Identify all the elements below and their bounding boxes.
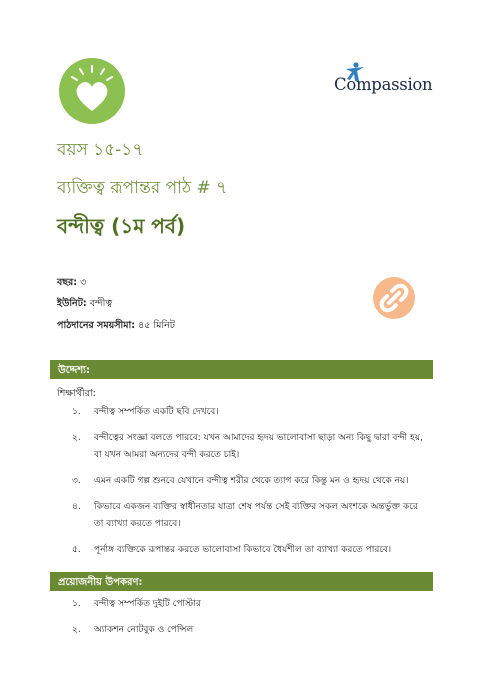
list-item-text: পূর্নাঙ্গ ব্যক্তিকে রূপান্তর করতে ভালোবাসা কিভাবে ধৈর্যশীল তা ব্যাখ্যা করতে পারবে। [94, 545, 392, 555]
list-item-text: বন্দীত্বের সংজ্ঞা বলতে পারবে: যখন আমাদের হৃদয় ভালোবাসা ছাড়া অন্য কিছু দ্বারা বন্দী হয়, বা যখন আমরা অন্যদের বন্দী করতে চাই। [94, 433, 423, 460]
page-title: বন্দীত্ব (১ম পর্ব) [57, 214, 186, 238]
chain-link-icon [373, 277, 415, 319]
list-item-text: বন্দীত্ব সম্পর্কিত একটি ছবি দেখবে। [94, 407, 219, 417]
meta-year [57, 276, 86, 291]
list-item [72, 473, 428, 490]
materials-heading: প্রয়োজনীয় উপকরণ: [58, 577, 143, 588]
objectives-heading-bar [50, 360, 433, 379]
list-item-number: ২. [72, 433, 81, 443]
meta-time [57, 319, 175, 334]
list-item-number: ৫. [72, 545, 81, 555]
materials-heading-bar [50, 572, 433, 591]
list-item [72, 542, 428, 559]
heart-in-circle-icon [58, 57, 126, 125]
brand-name: Compassion [334, 75, 433, 94]
meta-year-label: বছর: [57, 277, 78, 288]
list-item-number: ৪. [72, 502, 81, 512]
objectives-list [72, 404, 428, 568]
list-item-number: ৩. [72, 476, 81, 486]
meta-unit-value: বন্দীত্ব [89, 298, 113, 309]
list-item-text: কিভাবে একজন ব্যক্তির স্বাধীনতার যাত্রা শেষ পর্যন্ত সেই ব্যক্তির সকল অংশকে অন্তর্ভুক্ত করে তা ব্যাখ্যা করতে পারবে। [94, 502, 418, 529]
list-item-text: এমন একটি গল্প শুনবে যেখানে বন্দীত্ব শরীর থেকে ত্যাগ করে কিন্তু মন ও হৃদয় থেকে নয়। [94, 476, 409, 486]
list-item-number: ২. [72, 625, 81, 635]
age-range-heading: বয়স ১৫-১৭ [57, 140, 144, 160]
list-item-number: ১. [72, 407, 81, 417]
list-item [72, 430, 428, 464]
meta-unit-label: ইউনিট: [57, 298, 87, 309]
list-item [72, 499, 428, 533]
list-item [72, 622, 428, 639]
compassion-logo [334, 62, 434, 96]
objectives-heading: উদ্দেশ্য: [58, 365, 91, 376]
meta-year-value: ৩ [80, 277, 87, 288]
list-item [72, 596, 428, 613]
list-item-text: বন্দীত্ব সম্পর্কিত দুইটি পোস্টার [94, 599, 201, 609]
list-item [72, 404, 428, 421]
list-item-number: ১. [72, 599, 81, 609]
lesson-heading: ব্যক্তিত্ব রূপান্তর পাঠ # ৭ [57, 178, 228, 198]
list-item-text: অ্যাকশন নোটবুক ও পেন্সিল [94, 625, 194, 635]
meta-time-label: পাঠদানের সময়সীমা: [57, 320, 136, 331]
objectives-intro: শিক্ষার্থীরা: [57, 388, 96, 399]
materials-list [72, 596, 428, 648]
meta-unit [57, 297, 112, 312]
meta-time-value: ৪৫ মিনিট [138, 320, 175, 331]
